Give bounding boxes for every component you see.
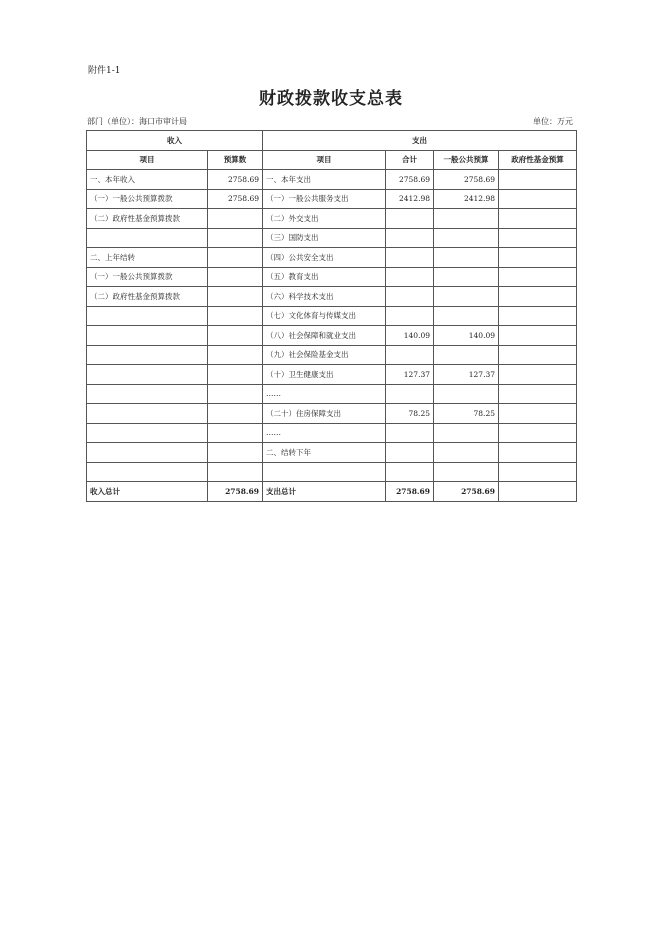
total-row (87, 482, 577, 502)
table-cell: 140.09 (386, 326, 434, 346)
table-cell: 127.37 (434, 365, 499, 385)
table-row (87, 248, 577, 268)
table-cell (499, 287, 577, 307)
table-row (87, 345, 577, 365)
table-cell: 2412.98 (386, 189, 434, 209)
table-row (87, 209, 577, 229)
table-cell (499, 267, 577, 287)
table-cell: 2758.69 (386, 482, 434, 502)
table-row (87, 189, 577, 209)
table-cell: 2758.69 (208, 482, 263, 502)
column-header: 项目 (87, 150, 208, 170)
table-cell (499, 443, 577, 463)
table-cell (208, 443, 263, 463)
table-cell (87, 404, 208, 424)
income-group-header: 收入 (87, 131, 263, 151)
table-cell: （一）一般公共服务支出 (263, 189, 386, 209)
table-cell (87, 306, 208, 326)
table-cell (434, 443, 499, 463)
table-cell: 收入总计 (87, 482, 208, 502)
table-cell: 二、结转下年 (263, 443, 386, 463)
table-cell (434, 267, 499, 287)
table-row (87, 267, 577, 287)
table-row (87, 404, 577, 424)
table-cell (386, 345, 434, 365)
column-header: 项目 (263, 150, 386, 170)
table-cell (499, 384, 577, 404)
table-cell: （一）一般公共预算拨款 (87, 189, 208, 209)
table-cell (386, 462, 434, 482)
table-cell (208, 228, 263, 248)
table-cell (499, 326, 577, 346)
table-cell (87, 228, 208, 248)
table-cell: 2758.69 (434, 482, 499, 502)
table-cell: （二）外交支出 (263, 209, 386, 229)
attachment-label: 附件1-1 (88, 66, 121, 76)
table-cell (499, 462, 577, 482)
group-header-row (87, 131, 577, 151)
table-cell: （九）社会保险基金支出 (263, 345, 386, 365)
table-cell (434, 248, 499, 268)
table-cell: 140.09 (434, 326, 499, 346)
table-cell (208, 209, 263, 229)
table-cell: （七）文化体育与传媒支出 (263, 306, 386, 326)
table-cell (434, 384, 499, 404)
table-cell (499, 209, 577, 229)
table-cell (263, 462, 386, 482)
table-cell: 2758.69 (208, 170, 263, 190)
table-cell (386, 384, 434, 404)
table-cell (434, 228, 499, 248)
table-cell: …… (263, 384, 386, 404)
table-cell (499, 482, 577, 502)
table-cell (208, 404, 263, 424)
table-cell (499, 365, 577, 385)
table-cell (499, 248, 577, 268)
table-cell (208, 287, 263, 307)
table-cell (208, 267, 263, 287)
table-cell (87, 345, 208, 365)
table-row (87, 423, 577, 443)
table-cell: （六）科学技术支出 (263, 287, 386, 307)
table-row (87, 365, 577, 385)
table-cell (87, 462, 208, 482)
column-header: 预算数 (208, 150, 263, 170)
table-cell (208, 423, 263, 443)
table-cell: 78.25 (386, 404, 434, 424)
table-cell: （三）国防支出 (263, 228, 386, 248)
column-header: 合计 (386, 150, 434, 170)
table-row (87, 443, 577, 463)
table-cell: （十）卫生健康支出 (263, 365, 386, 385)
table-cell (499, 423, 577, 443)
table-cell: （四）公共安全支出 (263, 248, 386, 268)
table-cell (499, 404, 577, 424)
table-cell: （五）教育支出 (263, 267, 386, 287)
table-cell (87, 365, 208, 385)
table-cell (386, 306, 434, 326)
table-cell (499, 228, 577, 248)
table-cell: 二、上年结转 (87, 248, 208, 268)
table-cell (434, 462, 499, 482)
column-header: 政府性基金预算 (499, 150, 577, 170)
table-cell: 一、本年支出 (263, 170, 386, 190)
table-cell: 2758.69 (386, 170, 434, 190)
table-cell (386, 267, 434, 287)
table-cell (208, 326, 263, 346)
table-cell (434, 306, 499, 326)
table-row (87, 306, 577, 326)
table-row (87, 287, 577, 307)
table-cell (499, 345, 577, 365)
table-cell: 支出总计 (263, 482, 386, 502)
table-cell: （二十）住房保障支出 (263, 404, 386, 424)
table-cell: 2758.69 (208, 189, 263, 209)
table-cell (87, 384, 208, 404)
table-cell: （八）社会保障和就业支出 (263, 326, 386, 346)
table-cell (208, 462, 263, 482)
table-cell (499, 170, 577, 190)
table-cell (208, 365, 263, 385)
table-cell (386, 228, 434, 248)
table-cell (386, 209, 434, 229)
table-cell (208, 345, 263, 365)
unit-label: 单位：万元 (533, 117, 573, 126)
department-label: 部门（单位）：海口市审计局 (87, 117, 187, 126)
table-row (87, 170, 577, 190)
table-cell (386, 248, 434, 268)
table-cell (87, 443, 208, 463)
table-cell (499, 189, 577, 209)
table-cell (208, 384, 263, 404)
table-row (87, 384, 577, 404)
table-cell (434, 345, 499, 365)
table-cell (386, 287, 434, 307)
table-cell (87, 326, 208, 346)
table-cell: （一）一般公共预算拨款 (87, 267, 208, 287)
table-cell: （二）政府性基金预算拨款 (87, 209, 208, 229)
expense-group-header: 支出 (263, 131, 577, 151)
table-cell: （二）政府性基金预算拨款 (87, 287, 208, 307)
table-cell (499, 306, 577, 326)
table-cell (386, 423, 434, 443)
table-cell (434, 287, 499, 307)
table-cell (434, 423, 499, 443)
table-cell (386, 443, 434, 463)
column-header: 一般公共预算 (434, 150, 499, 170)
table-cell: 一、本年收入 (87, 170, 208, 190)
fiscal-summary-table (86, 130, 577, 502)
table-cell (434, 209, 499, 229)
table-row (87, 228, 577, 248)
column-header-row (87, 150, 577, 170)
table-cell (208, 306, 263, 326)
table-cell: …… (263, 423, 386, 443)
table-cell: 2412.98 (434, 189, 499, 209)
table-row (87, 326, 577, 346)
table-cell (208, 248, 263, 268)
table-cell: 78.25 (434, 404, 499, 424)
table-cell: 2758.69 (434, 170, 499, 190)
page-title: 财政拨款收支总表 (259, 89, 403, 109)
table-cell (87, 423, 208, 443)
table-row (87, 462, 577, 482)
table-cell: 127.37 (386, 365, 434, 385)
